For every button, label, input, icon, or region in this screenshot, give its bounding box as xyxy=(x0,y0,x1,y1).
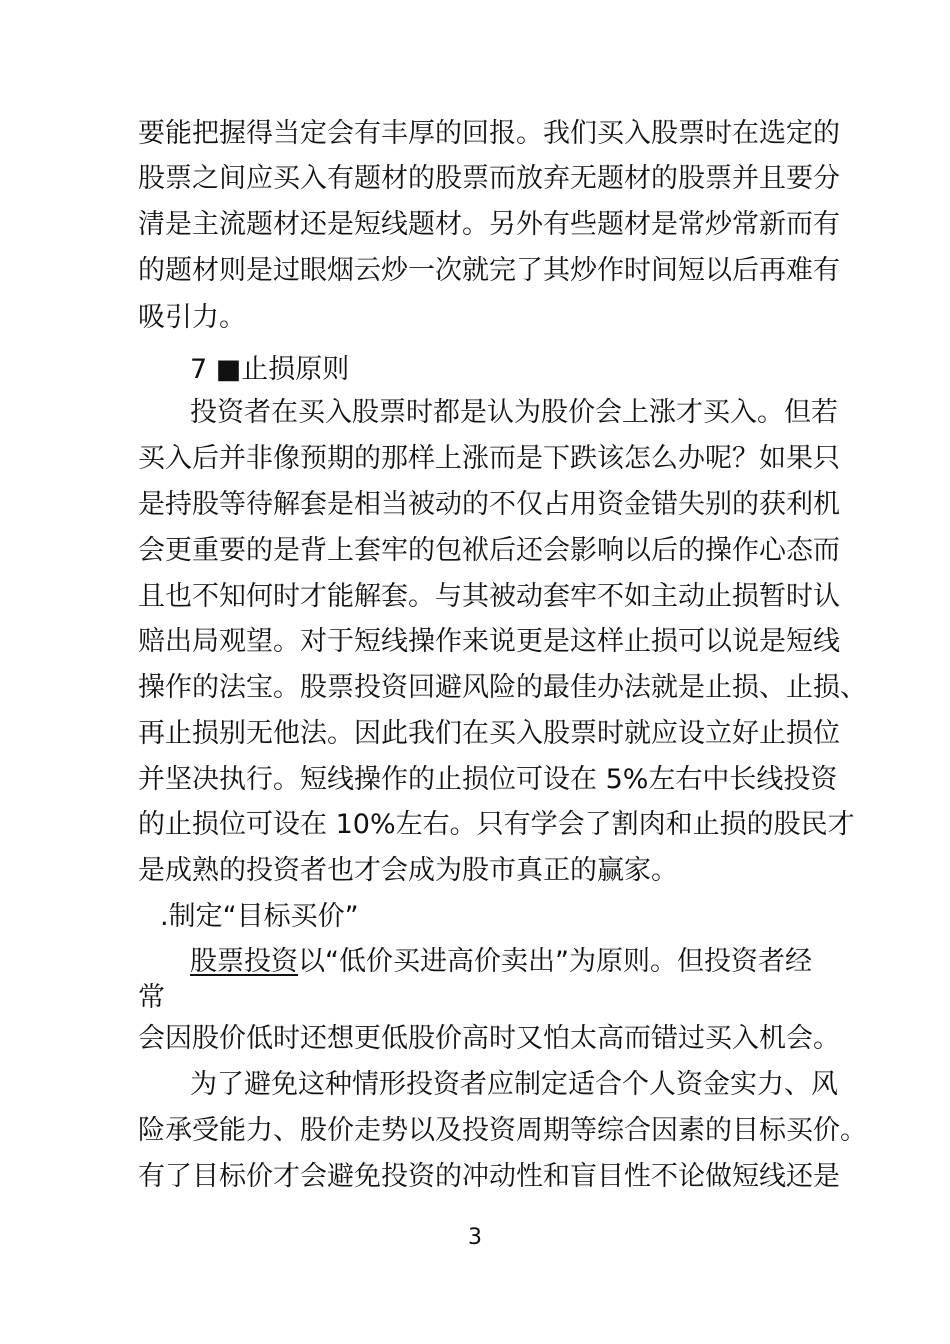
paragraph-4-line-3: 有了目标价才会避免投资的冲动性和盲目性不论做短线还是 xyxy=(138,1161,840,1192)
paragraph-3-line-2: 常 xyxy=(138,982,165,1013)
paragraph-2-line-1: 投资者在买入股票时都是认为股价会上涨才买入。但若 xyxy=(190,397,838,428)
paragraph-2-line-5: 且也不知何时才能解套。与其被动套牢不如主动止损暂时认 xyxy=(138,581,840,612)
paragraph-2-line-11: 是成熟的投资者也才会成为股市真正的赢家。 xyxy=(138,855,678,886)
paragraph-2-line-10: 的止损位可设在 10%左右。只有学会了割肉和止损的股民才 xyxy=(138,809,855,840)
paragraph-2-line-8: 再止损别无他法。因此我们在买入股票时就应设立好止损位 xyxy=(138,718,840,749)
paragraph-2-line-9: 并坚决执行。短线操作的止损位可设在 5%左右中长线投资 xyxy=(138,764,838,795)
paragraph-1-line-4: 的题材则是过眼烟云炒一次就完了其炒作时间短以后再难有 xyxy=(138,255,840,286)
paragraph-3-line-1-rest: 以“低价买进高价卖出”为原则。但投资者经 xyxy=(298,946,812,977)
paragraph-1-line-5: 吸引力。 xyxy=(138,302,246,333)
paragraph-3-line-3: 会因股价低时还想更低股价高时又怕太高而错过买入机会。 xyxy=(138,1023,840,1054)
paragraph-1-line-1: 要能把握得当定会有丰厚的回报。我们买入股票时在选定的 xyxy=(138,118,840,149)
paragraph-2-line-6: 赔出局观望。对于短线操作来说更是这样止损可以说是短线 xyxy=(138,626,840,657)
paragraph-4-line-2: 险承受能力、股价走势以及投资周期等综合因素的目标买价。 xyxy=(138,1115,867,1146)
page-number: 3 xyxy=(468,1225,482,1250)
stock-investment-link[interactable]: 股票投资 xyxy=(190,946,298,977)
paragraph-4-line-1: 为了避免这种情形投资者应制定适合个人资金实力、风 xyxy=(190,1069,838,1100)
paragraph-2-line-3: 是持股等待解套是相当被动的不仅占用资金错失别的获利机 xyxy=(138,489,840,520)
paragraph-2-line-7: 操作的法宝。股票投资回避风险的最佳办法就是止损、止损、 xyxy=(138,672,867,703)
section-heading-target-price: .制定“目标买价” xyxy=(160,901,359,932)
paragraph-1-line-3: 清是主流题材还是短线题材。另外有些题材是常炒常新而有 xyxy=(138,209,840,240)
paragraph-2-line-2: 买入后并非像预期的那样上涨而是下跌该怎么办呢？如果只 xyxy=(138,443,840,474)
paragraph-2-line-4: 会更重要的是背上套牢的包袱后还会影响以后的操作心态而 xyxy=(138,535,840,566)
paragraph-1-line-2: 股票之间应买入有题材的股票而放弃无题材的股票并且要分 xyxy=(138,163,840,194)
section-heading-stop-loss: 7 ■止损原则 xyxy=(190,354,350,385)
paragraph-3-line-1 xyxy=(190,942,812,982)
